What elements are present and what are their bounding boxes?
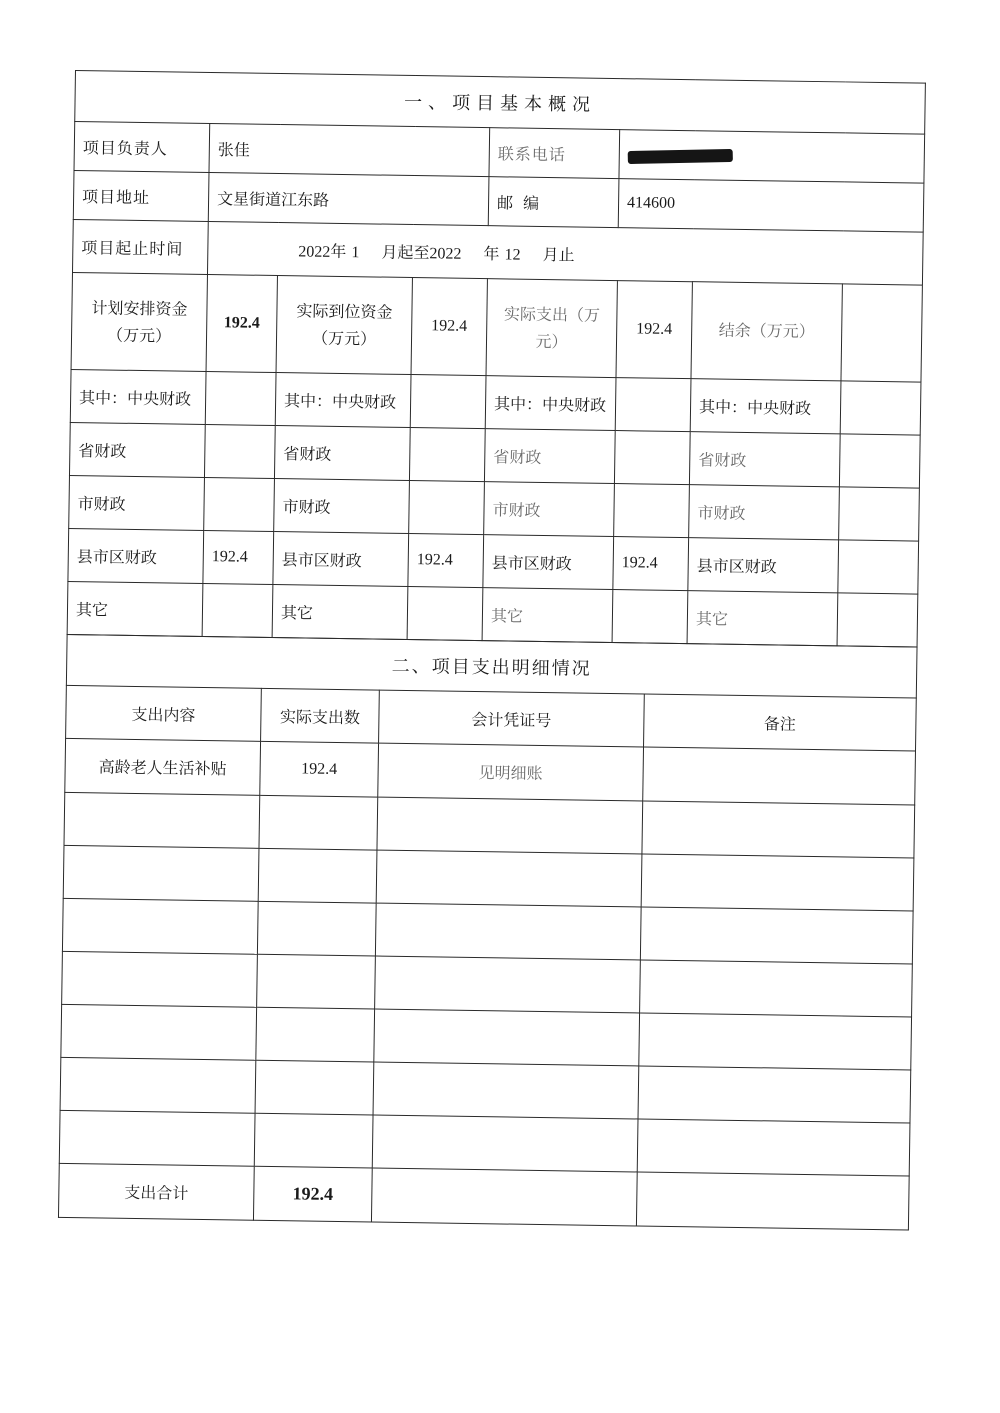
manager-label: 项目负责人: [74, 122, 210, 173]
city-label-4: 市财政: [689, 485, 840, 540]
province-label-2: 省财政: [274, 426, 410, 481]
actual-spend-label: 实际支出（万元）: [486, 279, 617, 378]
expense-detail-table: [58, 634, 918, 1231]
phone-value: [619, 130, 925, 184]
other-label-1: 其它: [67, 581, 203, 636]
col-header-content: 支出内容: [66, 685, 262, 741]
address-value: 文星街道江东路: [208, 172, 489, 225]
county-label-3: 县市区财政: [483, 535, 614, 590]
period-value: 2022年 1 月起至2022 年 12 月止: [207, 221, 923, 285]
province-label-1: 省财政: [69, 422, 205, 477]
balance-value: [841, 284, 922, 382]
central-label-4: 其中：中央财政: [690, 379, 841, 434]
county-planned-value: 192.4: [203, 530, 274, 584]
county-received-value: 192.4: [408, 534, 484, 588]
total-label: 支出合计: [58, 1163, 254, 1220]
city-label-1: 市财政: [69, 475, 205, 530]
city-label-3: 市财政: [484, 482, 615, 537]
form-sheet: [58, 70, 925, 1230]
planned-funds-value: 192.4: [206, 274, 277, 372]
other-label-2: 其它: [272, 584, 408, 639]
received-funds-value: 192.4: [411, 278, 487, 376]
central-label-3: 其中：中央财政: [485, 376, 616, 431]
central-label-2: 其中：中央财政: [275, 373, 411, 428]
address-label: 项目地址: [73, 170, 209, 221]
col-header-voucher: 会计凭证号: [379, 690, 645, 747]
received-funds-label: 实际到位资金（万元）: [276, 276, 412, 375]
total-value: 192.4: [253, 1166, 372, 1222]
province-label-4: 省财政: [689, 432, 840, 487]
other-label-3: 其它: [482, 588, 613, 643]
postcode-label: 邮编: [488, 177, 619, 228]
period-label: 项目起止时间: [72, 219, 208, 274]
section-2-title: 二、项目支出明细情况: [66, 634, 917, 698]
row-1-remark: [643, 747, 916, 805]
city-label-2: 市财政: [274, 479, 410, 534]
other-label-4: 其它: [687, 591, 838, 646]
province-label-3: 省财政: [484, 429, 615, 484]
phone-label: 联系电话: [489, 128, 620, 179]
actual-spend-value: 192.4: [616, 281, 692, 379]
col-header-remark: 备注: [644, 694, 917, 751]
county-label-4: 县市区财政: [688, 538, 839, 593]
redacted-phone: [628, 148, 733, 163]
central-label-1: 其中：中央财政: [70, 369, 206, 424]
row-1-voucher: 见明细账: [378, 743, 644, 801]
col-header-amount: 实际支出数: [261, 688, 380, 743]
row-1-amount: 192.4: [260, 741, 379, 797]
central-value-1: [205, 371, 276, 425]
basic-info-table: [67, 70, 926, 648]
planned-funds-label: 计划安排资金（万元）: [71, 272, 207, 371]
row-1-content: 高龄老人生活补贴: [65, 738, 261, 795]
county-spend-value: 192.4: [613, 537, 689, 591]
county-label-2: 县市区财政: [273, 531, 409, 586]
manager-value: 张佳: [209, 124, 490, 177]
postcode-value: 414600: [618, 179, 924, 233]
section-1-title: 一、项目基本概况: [75, 71, 926, 135]
balance-label: 结余（万元）: [691, 282, 842, 381]
county-label-1: 县市区财政: [68, 528, 204, 583]
